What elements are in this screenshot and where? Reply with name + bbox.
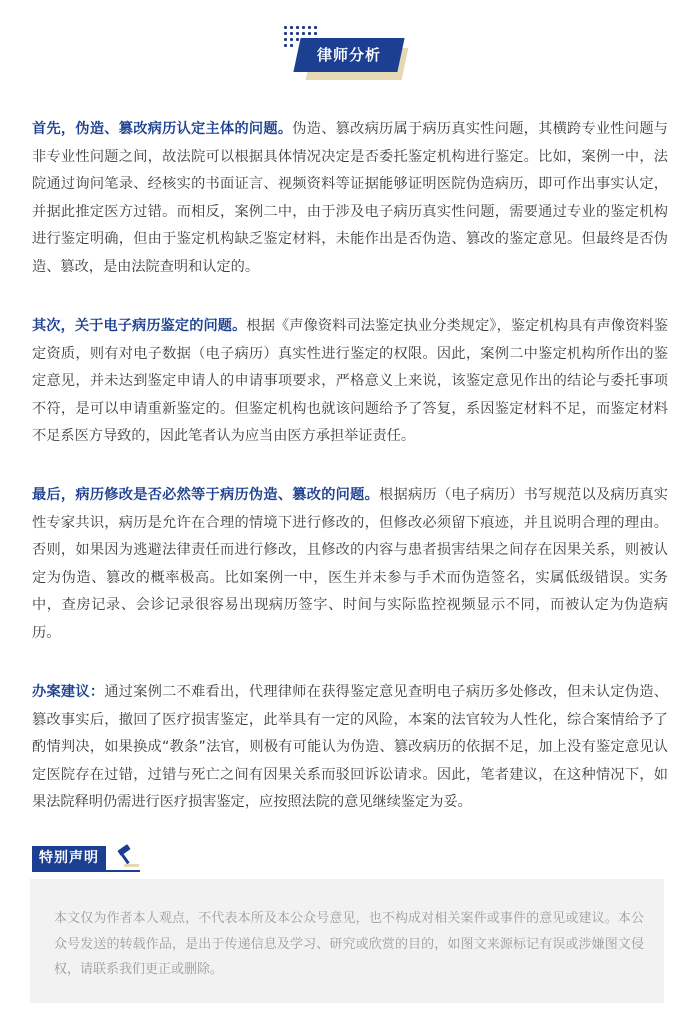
statement-label: 特别声明 — [32, 846, 106, 870]
statement-underline — [32, 870, 140, 872]
statement-text: 本文仅为作者本人观点，不代表本所及本公众号意见，也不构成对相关案件或事件的意见或建议。本公众号发送的转载作品，是出于传递信息及学习、研究或欣赏的目的，如图文来源标记有误或涉嫌图文侵权，请联系我们更正或删除。 — [54, 911, 644, 977]
paragraph-lead: 办案建议： — [32, 684, 105, 700]
paragraph-body: 通过案例二不难看出，代理律师在获得鉴定意见查明电子病历多处修改，但未认定伪造、篡改事实后，撤回了医疗损害鉴定，此举具有一定的风险，本案的法官较为人性化，综合案情给予了酌情判决，如果换成“教条”法官，则极有可能认为伪造、篡改病历的依据不足，加上没有鉴定意见认定医院存在过错，过错与死亡之间有因果关系而驳回诉讼请求。因此，笔者建议，在这种情况下，如果法院释明仍需进行医疗损害鉴定，应按照法院的意见继续鉴定为妥。 — [32, 684, 668, 811]
paragraph-modification — [32, 482, 668, 648]
paragraph-body: 根据《声像资料司法鉴定执业分类规定》，鉴定机构具有声像资料鉴定资质，则有对电子数据（电子病历）真实性进行鉴定的权限。因此，案例二中鉴定机构所作出的鉴定意见，并未达到鉴定申请人的申请事项要求，严格意义上来说，该鉴定意见作出的结论与委托事项不符，是可以申请重新鉴定的。但鉴定机构也就该问题给予了答复，系因鉴定材料不足，而鉴定材料不足系医方导致的，因此笔者认为应当由医方承担举证责任。 — [32, 318, 668, 445]
gavel-icon — [110, 844, 140, 870]
paragraph-body: 根据病历（电子病历）书写规范以及病历真实性专家共识，病历是允许在合理的情境下进行修改的，但修改必须留下痕迹，并且说明合理的理由。否则，如果因为逃避法律责任而进行修改，且修改的内容与患者损害结果之间存在因果关系，则被认定为伪造、篡改的概率极高。比如案例一中，医生并未参与手术而伪造签名，实属低级错误。实务中，查房记录、会诊记录很容易出现病历签字、时间与实际监控视频显示不同，而被认定为伪造病历。 — [32, 487, 668, 641]
paragraph-body: 伪造、篡改病历属于病历真实性问题，其横跨专业性问题与非专业性问题之间，故法院可以根据具体情况决定是否委托鉴定机构进行鉴定。比如，案例一中，法院通过询问笔录、经核实的书面证言、视频资料等证据能够证明医院伪造病历，即可作出事实认定，并据此推定医方过错。而相反，案例二中，由于涉及电子病历真实性问题，需要通过专业的鉴定机构进行鉴定明确，但由于鉴定机构缺乏鉴定材料，未能作出是否伪造、篡改的鉴定意见。但最终是否伪造、篡改，是由法院查明和认定的。 — [32, 121, 668, 275]
paragraph-lead: 其次，关于电子病历鉴定的问题。 — [32, 318, 247, 334]
paragraph-lead: 最后，病历修改是否必然等于病历伪造、篡改的问题。 — [32, 487, 380, 503]
paragraph-subject — [32, 116, 668, 282]
section-title: 律师分析 — [316, 46, 381, 64]
paragraph-appraisal — [32, 313, 668, 451]
paragraph-advice — [32, 679, 668, 817]
paragraph-lead: 首先，伪造、篡改病历认定主体的问题。 — [32, 121, 293, 137]
